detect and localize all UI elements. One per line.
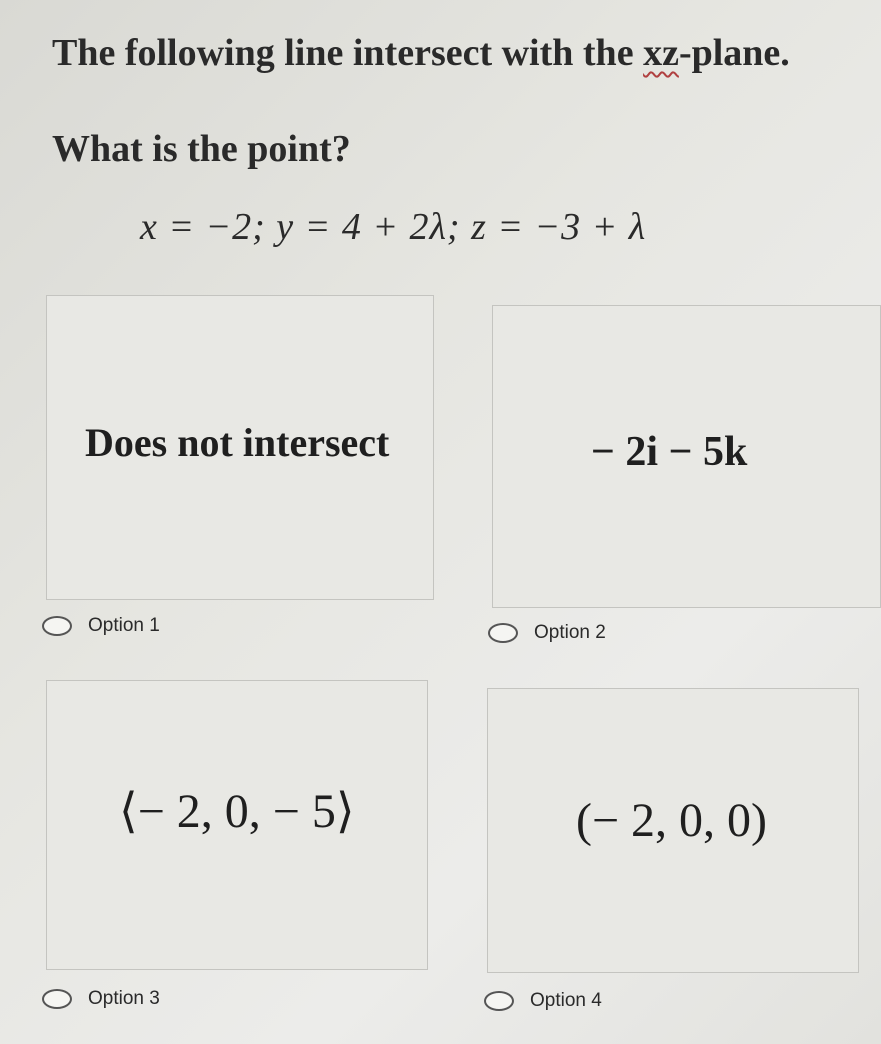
line-equation: x = −2; y = 4 + 2λ; z = −3 + λ xyxy=(140,206,647,248)
answer-card-4[interactable] xyxy=(487,688,859,973)
question-line-1 xyxy=(52,30,852,76)
question-text xyxy=(52,30,852,210)
radio-button-option-1[interactable] xyxy=(42,616,72,636)
answer-card-2[interactable] xyxy=(492,305,881,608)
option-1-label: Option 1 xyxy=(88,615,160,636)
answer-card-3-text: ⟨− 2, 0, − 5⟩ xyxy=(119,785,355,838)
option-2-label: Option 2 xyxy=(534,622,606,643)
option-4[interactable] xyxy=(484,990,602,1012)
xz-underlined-term: xz xyxy=(643,32,679,74)
question-line-1-start: The following line intersect with the xyxy=(52,32,644,74)
radio-button-option-4[interactable] xyxy=(484,991,514,1011)
answer-card-4-text: (− 2, 0, 0) xyxy=(576,794,768,847)
option-3-label: Option 3 xyxy=(88,988,160,1009)
answer-card-1[interactable] xyxy=(46,295,434,600)
option-3[interactable] xyxy=(42,988,160,1010)
radio-button-option-2[interactable] xyxy=(488,623,518,643)
radio-button-option-3[interactable] xyxy=(42,989,72,1009)
option-4-label: Option 4 xyxy=(530,990,602,1011)
option-1[interactable] xyxy=(42,615,160,637)
answer-card-1-text: Does not intersect xyxy=(85,420,390,465)
answer-card-3[interactable] xyxy=(46,680,428,970)
question-line-2: What is the point? xyxy=(52,128,351,170)
question-line-1-end: -plane. xyxy=(678,32,790,74)
answer-card-2-text: − 2i − 5k xyxy=(591,428,748,475)
option-2[interactable] xyxy=(488,622,606,644)
